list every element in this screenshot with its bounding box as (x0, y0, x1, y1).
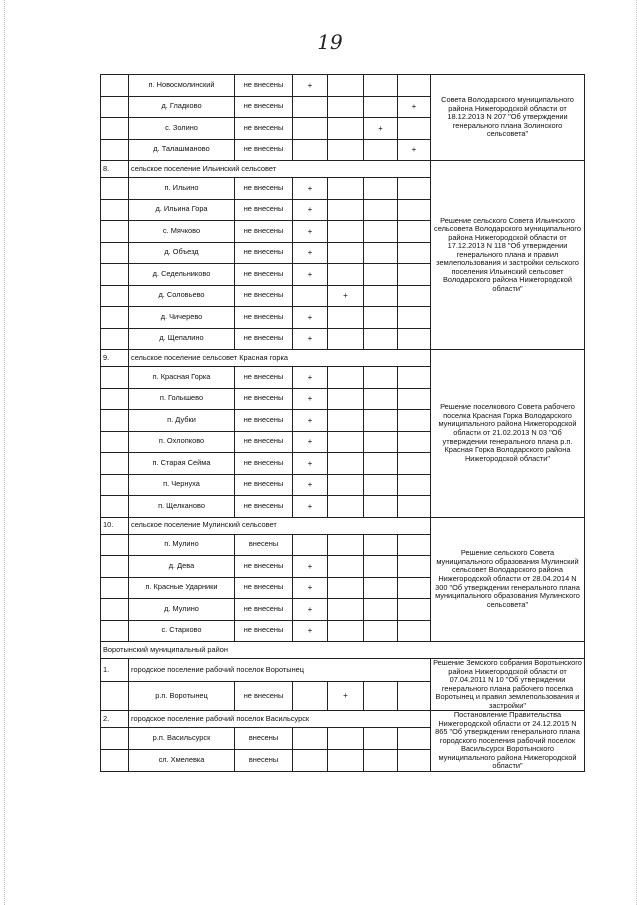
category-mark-4 (398, 534, 431, 556)
category-mark-2 (328, 367, 364, 389)
approval-document: Решение Земского собрания Воротынского района Нижегородской области от 07.04.2011 N 10 "Об утверждении генерального плана рабочего поселка Воротынец и правил землепользования и застройки" (431, 659, 585, 711)
locality-name: с. Мячково (129, 221, 235, 243)
category-mark-1: + (293, 474, 328, 496)
locality-name: п. Щелканово (129, 496, 235, 518)
category-mark-4 (398, 307, 431, 329)
row-index-cell (101, 410, 129, 432)
category-mark-2 (328, 577, 364, 599)
category-mark-3 (364, 75, 398, 97)
category-mark-4 (398, 431, 431, 453)
category-mark-4 (398, 474, 431, 496)
locality-name: д. Дева (129, 556, 235, 578)
locality-name: д. Мулино (129, 599, 235, 621)
changes-status: не внесены (235, 474, 293, 496)
locality-name: п. Красная Горка (129, 367, 235, 389)
category-mark-2 (328, 307, 364, 329)
category-mark-4 (398, 728, 431, 750)
approval-document: Решение поселкового Совета рабочего поселка Красная Горка Володарского муниципального района Нижегородской области от 21.02.2013 N 03 "Об утверждении генерального плана р.п. Красная Горка Володарского района Нижегородской области" (431, 350, 585, 518)
locality-name: д. Щепалино (129, 328, 235, 350)
section-number: 8. (101, 161, 129, 178)
changes-status: не внесены (235, 264, 293, 286)
category-mark-2 (328, 96, 364, 118)
category-mark-3: + (364, 118, 398, 140)
category-mark-2 (328, 474, 364, 496)
changes-status: не внесены (235, 139, 293, 161)
changes-status: не внесены (235, 221, 293, 243)
locality-name: с. Золино (129, 118, 235, 140)
category-mark-2 (328, 139, 364, 161)
category-mark-2 (328, 118, 364, 140)
category-mark-2 (328, 599, 364, 621)
locality-name: д. Соловьево (129, 285, 235, 307)
category-mark-4 (398, 410, 431, 432)
category-mark-1: + (293, 328, 328, 350)
category-mark-3 (364, 285, 398, 307)
category-mark-4 (398, 620, 431, 642)
category-mark-3 (364, 474, 398, 496)
category-mark-4 (398, 453, 431, 475)
approval-document: Решение сельского Совета Ильинского сельсовета Володарского муниципального района Нижегородской области от 17.12.2013 N 118 "Об утверждении генерального плана и правил землепользования и застройки сельского поселения Ильинский сельсовет Володарского района Нижегородской области" (431, 161, 585, 350)
row-index-cell (101, 728, 129, 750)
category-mark-2 (328, 453, 364, 475)
changes-status: не внесены (235, 328, 293, 350)
locality-name: д. Седельниково (129, 264, 235, 286)
category-mark-2 (328, 264, 364, 286)
category-mark-4 (398, 328, 431, 350)
locality-name: п. Красные Ударники (129, 577, 235, 599)
changes-status: не внесены (235, 577, 293, 599)
locality-name: п. Дубки (129, 410, 235, 432)
row-index-cell (101, 285, 129, 307)
category-mark-1 (293, 534, 328, 556)
settlements-table (100, 74, 585, 772)
section-number: 1. (101, 659, 129, 682)
locality-name: п. Ильино (129, 178, 235, 200)
section-title: сельское поселение сельсовет Красная горка (129, 350, 431, 367)
category-mark-4 (398, 577, 431, 599)
row-index-cell (101, 599, 129, 621)
locality-name: с. Старково (129, 620, 235, 642)
category-mark-3 (364, 577, 398, 599)
category-mark-4 (398, 118, 431, 140)
changes-status: не внесены (235, 496, 293, 518)
changes-status: не внесены (235, 620, 293, 642)
category-mark-4 (398, 388, 431, 410)
changes-status: внесены (235, 534, 293, 556)
category-mark-4 (398, 496, 431, 518)
category-mark-2 (328, 496, 364, 518)
row-index-cell (101, 118, 129, 140)
section-title: сельское поселение Мулинский сельсовет (129, 517, 431, 534)
approval-document: Постановление Правительства Нижегородской области от 24.12.2015 N 865 "Об утверждении генерального плана городского поселения рабочий поселок Васильсурск Воротынского муниципального района Нижегородской области" (431, 711, 585, 772)
page-edge-left (4, 0, 5, 905)
category-mark-2 (328, 431, 364, 453)
category-mark-2: + (328, 285, 364, 307)
row-index-cell (101, 178, 129, 200)
category-mark-3 (364, 242, 398, 264)
category-mark-1: + (293, 388, 328, 410)
category-mark-3 (364, 556, 398, 578)
category-mark-2: + (328, 682, 364, 711)
settlement-group-row (101, 659, 585, 682)
changes-status: не внесены (235, 96, 293, 118)
changes-status: не внесены (235, 556, 293, 578)
row-index-cell (101, 199, 129, 221)
category-mark-1: + (293, 367, 328, 389)
category-mark-3 (364, 96, 398, 118)
changes-status: не внесены (235, 431, 293, 453)
category-mark-4 (398, 264, 431, 286)
row-index-cell (101, 388, 129, 410)
category-mark-2 (328, 556, 364, 578)
category-mark-1: + (293, 577, 328, 599)
category-mark-4 (398, 556, 431, 578)
section-title: сельское поселение Ильинский сельсовет (129, 161, 431, 178)
category-mark-1: + (293, 221, 328, 243)
changes-status: не внесены (235, 285, 293, 307)
row-index-cell (101, 453, 129, 475)
category-mark-2 (328, 534, 364, 556)
category-mark-4 (398, 221, 431, 243)
category-mark-4: + (398, 139, 431, 161)
settlement-group-row (101, 517, 585, 534)
category-mark-4: + (398, 96, 431, 118)
changes-status: не внесены (235, 388, 293, 410)
row-index-cell (101, 242, 129, 264)
row-index-cell (101, 620, 129, 642)
category-mark-1: + (293, 410, 328, 432)
changes-status: не внесены (235, 199, 293, 221)
category-mark-3 (364, 221, 398, 243)
changes-status: внесены (235, 728, 293, 750)
row-index-cell (101, 577, 129, 599)
row-index-cell (101, 496, 129, 518)
category-mark-1: + (293, 264, 328, 286)
changes-status: не внесены (235, 242, 293, 264)
locality-name: д. Объезд (129, 242, 235, 264)
category-mark-2 (328, 75, 364, 97)
category-mark-1: + (293, 496, 328, 518)
locality-name: п. Старая Сейма (129, 453, 235, 475)
category-mark-3 (364, 496, 398, 518)
row-index-cell (101, 534, 129, 556)
changes-status: не внесены (235, 599, 293, 621)
category-mark-2 (328, 728, 364, 750)
changes-status: внесены (235, 749, 293, 771)
row-index-cell (101, 556, 129, 578)
row-index-cell (101, 75, 129, 97)
category-mark-1 (293, 749, 328, 771)
category-mark-2 (328, 388, 364, 410)
settlement-group-row (101, 161, 585, 178)
category-mark-4 (398, 199, 431, 221)
locality-name: п. Голышево (129, 388, 235, 410)
locality-name: сл. Хмелевка (129, 749, 235, 771)
category-mark-3 (364, 682, 398, 711)
category-mark-2 (328, 178, 364, 200)
category-mark-1 (293, 728, 328, 750)
section-number: 2. (101, 711, 129, 728)
category-mark-3 (364, 328, 398, 350)
category-mark-2 (328, 410, 364, 432)
category-mark-1: + (293, 431, 328, 453)
category-mark-3 (364, 410, 398, 432)
category-mark-3 (364, 178, 398, 200)
section-title: городское поселение рабочий поселок Воротынец (129, 659, 431, 682)
changes-status: не внесены (235, 178, 293, 200)
section-title: городское поселение рабочий поселок Васильсурск (129, 711, 431, 728)
locality-name: р.п. Воротынец (129, 682, 235, 711)
row-index-cell (101, 328, 129, 350)
locality-name: р.п. Васильсурск (129, 728, 235, 750)
category-mark-1 (293, 96, 328, 118)
row-index-cell (101, 431, 129, 453)
category-mark-1: + (293, 453, 328, 475)
locality-name: д. Талашманово (129, 139, 235, 161)
locality-name: д. Чичерево (129, 307, 235, 329)
category-mark-2 (328, 242, 364, 264)
category-mark-2 (328, 749, 364, 771)
category-mark-1: + (293, 199, 328, 221)
changes-status: не внесены (235, 75, 293, 97)
approval-document: Решение сельского Совета муниципального образования Мулинский сельсовет Володарского района Нижегородской области от 28.04.2014 N 300 "Об утверждении генерального плана муниципального образования Мулинского сельсовета" (431, 517, 585, 642)
category-mark-1: + (293, 242, 328, 264)
row-index-cell (101, 139, 129, 161)
category-mark-3 (364, 453, 398, 475)
category-mark-3 (364, 728, 398, 750)
category-mark-3 (364, 199, 398, 221)
changes-status: не внесены (235, 682, 293, 711)
category-mark-2 (328, 199, 364, 221)
category-mark-1: + (293, 75, 328, 97)
category-mark-2 (328, 221, 364, 243)
category-mark-3 (364, 431, 398, 453)
page-number: 19 (317, 30, 343, 54)
category-mark-1: + (293, 178, 328, 200)
category-mark-3 (364, 599, 398, 621)
table-row (101, 75, 585, 97)
row-index-cell (101, 474, 129, 496)
district-name: Воротынский муниципальный район (101, 642, 585, 659)
locality-name: д. Гладково (129, 96, 235, 118)
changes-status: не внесены (235, 118, 293, 140)
category-mark-4 (398, 749, 431, 771)
locality-name: п. Новосмолинский (129, 75, 235, 97)
category-mark-4 (398, 599, 431, 621)
locality-name: п. Мулино (129, 534, 235, 556)
section-number: 10. (101, 517, 129, 534)
row-index-cell (101, 307, 129, 329)
row-index-cell (101, 264, 129, 286)
category-mark-1: + (293, 307, 328, 329)
category-mark-4 (398, 285, 431, 307)
row-index-cell (101, 221, 129, 243)
category-mark-4 (398, 178, 431, 200)
category-mark-2 (328, 328, 364, 350)
category-mark-4 (398, 242, 431, 264)
category-mark-3 (364, 264, 398, 286)
category-mark-1 (293, 118, 328, 140)
row-index-cell (101, 96, 129, 118)
district-header-row (101, 642, 585, 659)
category-mark-1: + (293, 599, 328, 621)
category-mark-4 (398, 367, 431, 389)
changes-status: не внесены (235, 307, 293, 329)
page-edge-right (636, 0, 637, 905)
category-mark-1 (293, 682, 328, 711)
category-mark-3 (364, 307, 398, 329)
category-mark-3 (364, 139, 398, 161)
changes-status: не внесены (235, 410, 293, 432)
category-mark-3 (364, 367, 398, 389)
category-mark-3 (364, 534, 398, 556)
settlement-group-row (101, 350, 585, 367)
category-mark-1: + (293, 556, 328, 578)
category-mark-1 (293, 139, 328, 161)
section-number: 9. (101, 350, 129, 367)
category-mark-4 (398, 75, 431, 97)
locality-name: п. Охлопково (129, 431, 235, 453)
changes-status: не внесены (235, 453, 293, 475)
category-mark-1 (293, 285, 328, 307)
row-index-cell (101, 682, 129, 711)
category-mark-2 (328, 620, 364, 642)
changes-status: не внесены (235, 367, 293, 389)
locality-name: д. Ильина Гора (129, 199, 235, 221)
locality-name: п. Чернуха (129, 474, 235, 496)
category-mark-3 (364, 388, 398, 410)
category-mark-3 (364, 749, 398, 771)
category-mark-1: + (293, 620, 328, 642)
category-mark-3 (364, 620, 398, 642)
settlement-group-row (101, 711, 585, 728)
row-index-cell (101, 367, 129, 389)
approval-document: Совета Володарского муниципального района Нижегородской области от 18.12.2013 N 207 "Об утверждении генерального плана Золинского сельсовета" (431, 75, 585, 161)
row-index-cell (101, 749, 129, 771)
category-mark-4 (398, 682, 431, 711)
